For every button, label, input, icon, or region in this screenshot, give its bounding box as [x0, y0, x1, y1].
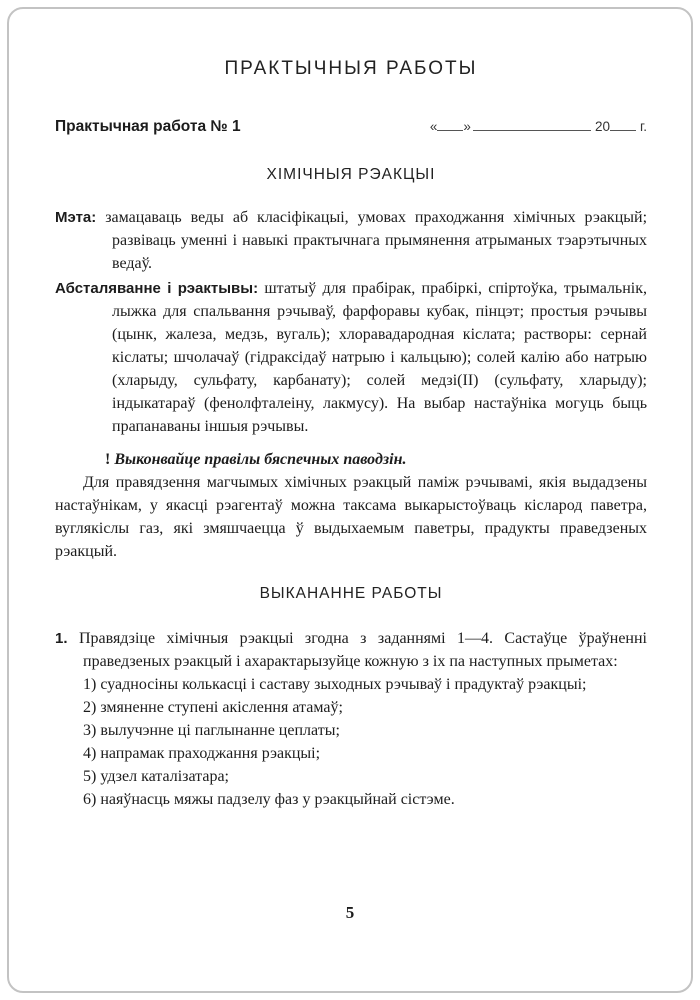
page-number: 5 — [345, 903, 355, 922]
date-month-blank — [473, 119, 591, 131]
task-subitem-5: 5) удзел каталізатара; — [83, 768, 229, 785]
goal-paragraph — [55, 206, 647, 275]
work-subtitle: ХІМІЧНЫЯ РЭАКЦЫІ — [266, 166, 436, 183]
safety-note — [55, 448, 647, 471]
safety-exclamation: ! — [105, 451, 111, 468]
task-subitem-2: 2) змяненне ступені акіслення атамаў; — [83, 699, 343, 716]
equipment-label: Абсталяванне і рэактывы: — [55, 280, 259, 297]
task-item-number: 1. — [55, 630, 68, 647]
task-subitem-3: 3) вылучэнне ці паглынанне цеплаты; — [83, 722, 340, 739]
task-subitem-1: 1) суадносіны колькасці і саставу зыходных рэчываў і прадуктаў рэакцыі; — [83, 676, 587, 693]
date-year-blank — [610, 119, 636, 131]
intro-paragraph: Для правядзення магчымых хімічных рэакцый паміж рэчывамі, якія выдадзены настаўнікам, у якасці рэагентаў можна таксама выкарыстоўваць кісларод паветра, вуглякіслы газ, які змяшчаецца ў выдыхаемым паветры, прадукты праведзеных рэакцый. — [55, 474, 647, 560]
page-content — [55, 0, 647, 811]
year-prefix: 20 — [594, 119, 610, 134]
equipment-paragraph — [55, 277, 647, 438]
task-item-1 — [55, 627, 647, 673]
task-subitem-4: 4) напрамак праходжання рэакцыі; — [83, 745, 321, 762]
open-quote: « — [429, 119, 438, 134]
year-suffix: г. — [639, 119, 647, 134]
work-heading-row — [55, 118, 647, 136]
task-item-text: Правядзіце хімічныя рэакцыі згодна з заданнямі 1—4. Састаўце ўраўненні праведзеных рэакцый і ахарактарызуйце кожную з іх па наступных прыметах: — [78, 630, 648, 670]
date-day-blank — [437, 119, 463, 131]
close-quote: » — [463, 119, 471, 134]
work-heading: Практычная работа № 1 — [55, 118, 241, 135]
equipment-text: штатыў для прабірак, прабіркі, спіртоўка, трымальнік, лыжка для спальвання рэчываў, фарфоравы кубак, пінцэт; простыя рэчывы (цынк, жалеза, медзь, вугаль); хлоравадародная кіслата; растворы: сернай кіслаты; шчолачаў (гідраксідаў натрыю і кальцыю); солей калію або натрыю (хларыду, сульфату, карбанату); солей медзі(II) (сульфату, хларыду); індыкатараў (фенолфталеіну, лакмусу). На выбар настаўніка могуць быць прапанаваны іншыя рэчывы. — [112, 280, 648, 435]
goal-label: Мэта: — [55, 209, 97, 226]
goal-text: замацаваць веды аб класіфікацыі, умовах праходжання хімічных рэакцый; развіваць уменні і навыкі практычнага прымянення атрыманых тэарэтычных ведаў. — [105, 209, 648, 272]
safety-text: Выконвайце правілы бяспечных паводзін. — [114, 451, 407, 468]
date-line — [430, 119, 647, 134]
task-subitem-6: 6) наяўнасць мяжы падзелу фаз у рэакцыйнай сістэме. — [83, 791, 455, 808]
execution-heading: ВЫКАНАННЕ РАБОТЫ — [259, 585, 443, 602]
page-title: ПРАКТЫЧНЫЯ РАБОТЫ — [224, 58, 478, 79]
